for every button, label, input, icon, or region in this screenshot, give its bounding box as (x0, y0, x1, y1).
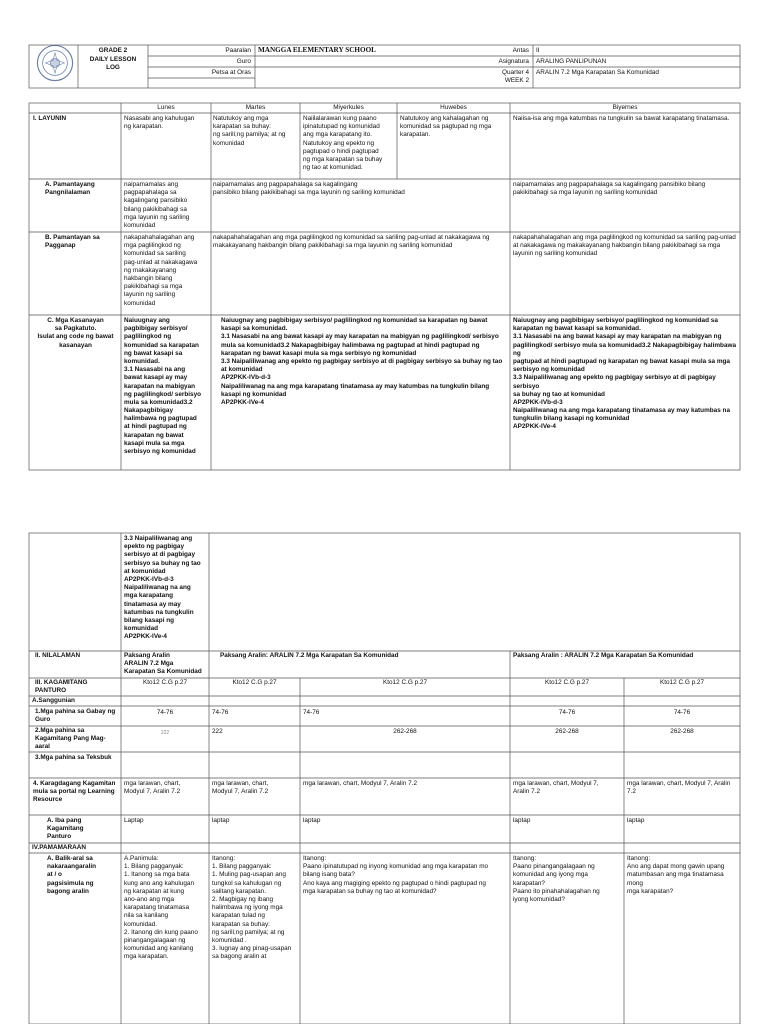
iba-pang-martes: laptap (212, 817, 230, 824)
nilalaman-lunes: Paksang Aralin ARALIN 7.2 Mga Karapatan Sa Komunidad (124, 652, 202, 676)
pamantayan-sa-pagganap-label: B. Pamantayan sa Pagganap (45, 234, 100, 250)
quarter-label: Quarter 4 WEEK 2 (502, 69, 529, 85)
teksbuk-label: 3.Mga pahina sa Teksbuk (35, 754, 112, 761)
guro-label: Guro (236, 58, 251, 65)
pamantayang-pangnilalaman-label: A. Pamantayang Pangnilalaman (45, 181, 95, 197)
pagganap-martes-huwebes: nakapahahalagahan ang mga paglilingkod ng komunidad sa sariling pag-unlad at nakakagawa ng makakayanang hakbangin bilang pakikibahagi sa mga layunin ng sariling komunidad (213, 234, 490, 250)
mga-kasanayan-label: C. Mga Kasanayan sa Pagkatuto. Isulat ang code ng bawat kasanayan (37, 317, 114, 349)
grade-label: GRADE 2 (98, 47, 128, 54)
gabay-huwebes: 74-76 (558, 709, 576, 716)
pagganap-biyernes: nakapahahalagahan ang mga paglilingkod ng komunidad sa sariling pag-unlad at nakakagawa ng makakayanang hakbangin bilang pakikibahagi sa mga layunin ng sariling komunidad (513, 234, 736, 258)
paaralan-label: Paaralan (225, 47, 251, 54)
balik-aral-lunes: A.Panimula: 1. Bilang pagganyak: 1. Itanong sa mga bata kung ano ang kahulugan ng karapatan at kung ano-ano ang mga karapatang tinatamasa nila sa kanilang komunidad. 2. Itanong din kung paano pinangangalagaan ng komunidad ang kanilang mga karapatan. (124, 855, 198, 961)
pangnilalaman-lunes: naipamamalas ang pagpapahalaga sa kagalingang pansibiko bilang pakikibahagi sa mga layunin ng sariling komunidad (124, 181, 190, 229)
kagamitang-pang-mag-aaral-label: 2.Mga pahina sa Kagamitang Pang Mag- aaral (35, 727, 106, 751)
layunin-lunes: Nasasabi ang kahulugan ng karapatan. (124, 115, 195, 131)
nilalaman-martes-huwebes: Paksang Aralin: ARALIN 7.2 Mga Karapatan Sa Komunidad (220, 652, 399, 659)
day-header-martes: Martes (245, 104, 266, 111)
kasanayan-biyernes: Naiuugnay ang pagbibigay serbisyo/ paglilingkod ng komunidad sa karapatan ng bawat kasapi sa komunidad. 3.1 Nasasabi na ang bawat kasapi ay may karapatan na mabigyan ng paglilingkod/ serbisyo mula sa komunidad3.2 Nakapagbibigay halimbawa ng pagtupad at hindi pagtupad ng karapatan ng bawat kasapi mula sa mga serbisyo ng komunidad 3.3 Naipaliliwanag ang epekto ng pagbigay serbisyo at di pagbigay serbisyo sa buhay ng tao at komunidad AP2PKK-IVb-d-3 Naipaliliwanag na ang mga karapatang tinatamasa ay may katumbas na tungkulin bilang kasapi ng komunidad AP2PKK-IVe-4 (513, 317, 737, 431)
karagdagang-miyerkules: mga larawan, chart, Modyul 7, Aralin 7.2 (303, 780, 418, 787)
layunin-huwebes: Natutukoy ang kahalagahan ng komunidad sa pagtupad ng mga karapatan. (400, 115, 492, 139)
karagdagang-biyernes: mga larawan, chart, Modyul 7, Aralin 7.2 (627, 780, 731, 796)
gabay-ng-guro-label: 1.Mga pahina sa Gabay ng Guro (35, 708, 116, 724)
nilalaman-biyernes: Paksang Aralin : ARALIN 7.2 Mga Karapatan Sa Komunidad (513, 652, 694, 659)
asignatura-value: ARALING PANLIPUNAN (536, 58, 607, 65)
karagdagang-lunes: mga larawan, chart, Modyul 7, Aralin 7.2 (124, 780, 181, 796)
balik-aral-huwebes: Itanong: Paano pinangangalagaan ng komunidad ang iyong mga karapatan? Paano ito pinahahalagahan ng iyong komunidad? (513, 855, 600, 903)
day-header-lunes: Lunes (157, 104, 175, 111)
day-header-biyernes: Biyernes (612, 104, 638, 111)
pagganap-lunes: nakapahahalagahan ang mga paglilingkod ng komunidad sa sariling pag-unlad at nakakagawa ng makakayanang hakbangin bilang pakikibahagi sa mga layunin ng sariling komunidad (124, 234, 198, 307)
day-header-huwebes: Huwebes (440, 104, 467, 111)
kagamitan-huwebes: 262-268 (555, 728, 579, 735)
balik-aral-biyernes: Itanong: Ano ang dapat mong gawin upang matumbasan ang mga tinatamasa mong mga karapatan? (627, 855, 725, 895)
kagamitang-lunes: Kto12 C.G p.27 (142, 679, 188, 686)
iba-pang-miyerkules: laptap (303, 817, 321, 824)
quarter-value: ARALIN 7.2 Mga Karapatan Sa Komunidad (536, 69, 659, 76)
layunin-miyerkules: Naiilalarawan kung paano ipinatutupad ng komunidad ang mga karapatang ito. Natutukoy ang epekto ng pagtupad o hindi pagtupad ng mga karapatan sa buhay ng tao at komunidad. (303, 115, 383, 172)
kagamitang-martes: Kto12 C.G p.27 (232, 679, 277, 686)
kagamitang-huwebes: Kto12 C.G p.27 (544, 679, 590, 686)
kasanayan-lunes-continued: 3.3 Naipaliliwanag ang epekto ng pagbigay serbisyo at di pagbigay serbisyo sa buhay ng tao at komunidad AP2PKK-IVb-d-3 Naipaliliwanag na ang mga karapatang tinatamasa ay may katumbas na tungkulin bilang kasapi ng komunidad AP2PKK-IVe-4 (124, 535, 201, 641)
kagamitan-biyernes: 262-268 (670, 728, 694, 735)
karagdagang-kagamitan-label: 4. Karagdagang Kagamitan mula sa portal ng Learning Resource (33, 780, 116, 804)
layunin-label: I. LAYUNIN (33, 115, 67, 122)
iba-pang-huwebes: laptap (513, 817, 531, 824)
asignatura-label: Asignatura (498, 58, 529, 65)
pamamaraan-label: IV.PAMAMARAAN (32, 844, 86, 851)
gabay-lunes: 74-76 (156, 709, 174, 716)
kagamitan-lunes: 222 (160, 730, 170, 736)
log-title: DAILY LESSON LOG (89, 56, 137, 72)
iba-pang-lunes: Laptap (124, 817, 144, 824)
balik-aral-label: A. Balik-aral sa nakaraangaralin at / o pagsisimula ng bagong aralin (47, 855, 97, 895)
kagamitang-panturo-label: III. KAGAMITANG PANTURO (35, 679, 88, 695)
pangnilalaman-biyernes: naipamamalas ang pagpapahalaga sa kagalingang pansibiko bilang pakikibahagi sa mga layunin ng sariling komunidad (513, 181, 706, 197)
layunin-biyernes: Naiisa-isa ang mga katumbas na tungkulin sa bawat karapatang tinatamasa. (513, 115, 730, 122)
kasanayan-lunes: Naiuugnay ang pagbibigay serbisyo/ paglilingkod ng komunidad sa karapatan ng bawat kasapi sa komunidad. 3.1 Nasasabi na ang bawat kasapi ay may karapatan na mabigyan ng paglilingkod/ serbisyo mula sa komunidad3.2 Nakapagbibigay halimbawa ng pagtupad at hindi pagtupad ng karapatan ng bawat kasapi mula sa mga serbisyo ng komunidad (124, 317, 202, 455)
sanggunian-label: A.Sanggunian (32, 697, 75, 704)
kagamitang-miyerkules: Kto12 C.G p.27 (382, 679, 428, 686)
nilalaman-label: II. NILALAMAN (35, 652, 81, 659)
paaralan-value: MANGGA ELEMENTARY SCHOOL (258, 46, 376, 54)
antas-label: Antas (512, 47, 529, 54)
iba-pang-biyernes: laptap (627, 817, 645, 824)
balik-aral-miyerkules: Itanong: Paano ipinatutupad ng inyong komunidad ang mga karapatan mo bilang isang bata? Ano kaya ang magiging epekto ng pagtupad o hindi pagtupad ng mga karapatan sa buhay ng tao at komunidad? (303, 855, 489, 895)
pangnilalaman-martes-huwebes: naipamamalas ang pagpapahalaga sa kagalingang pansibiko bilang pakikibahagi sa mga layunin ng sariling komunidad (213, 181, 405, 197)
kagamitang-biyernes: Kto12 C.G p.27 (659, 679, 705, 686)
petsa-label: Petsa at Oras (211, 69, 251, 76)
balik-aral-martes: Itanong: 1. Bilang pagganyak: 1. Muling pag-usapan ang tungkol sa kahulugan ng salitang karapatan. 2. Magbigay ng ibang halimbawa ng iyong mga karapatan tulad ng karapatan sa buhay: ng sarili;ng pamilya; at ng komunidad . 3. Iugnay ang pinag-usapan sa bagong aralin at (212, 855, 292, 961)
gabay-biyernes: 74-76 (673, 709, 691, 716)
antas-value: II (536, 47, 540, 54)
kagamitan-martes: 222 (212, 728, 223, 735)
karagdagang-huwebes: mga larawan, chart, Modyul 7, Aralin 7.2 (513, 780, 599, 796)
gabay-martes: 74-76 (212, 709, 229, 716)
gabay-miyerkules: 74-76 (303, 709, 320, 716)
iba-pang-kagamitan-label: A. Iba pang Kagamitang Panturo (47, 817, 84, 841)
karagdagang-martes: mga larawan, chart, Modyul 7, Aralin 7.2 (212, 780, 269, 796)
day-header-miyerkules: Miyerkules (333, 104, 364, 111)
kasanayan-martes-huwebes: Naiuugnay ang pagbibigay serbisyo/ paglilingkod ng komunidad sa karapatan ng bawat kasapi sa komunidad. 3.1 Nasasabi na ang bawat kasapi ay may karapatan na mabigyan ng paglilingkod/ serbisyo mula sa komunidad3.2 Nakapagbibigay halimbawa ng pagtupad at hindi pagtupad ng karapatan ng bawat kasapi mula sa mga serbisyo ng komunidad 3.3 Naipaliliwanag ang epekto ng pagbigay serbisyo at di pagbigay serbisyo sa buhay ng tao at komunidad AP2PKK-IVb-d-3 Naipaliliwanag na ang mga karapatang tinatamasa ay may katumbas na tungkulin bilang kasapi ng komunidad AP2PKK-IVe-4 (221, 317, 503, 406)
kagamitan-miyerkules: 262-268 (393, 728, 417, 735)
layunin-martes: Natutukoy ang mga karapatan sa buhay: ng sarili;ng pamilya; at ng komunidad (213, 115, 286, 147)
